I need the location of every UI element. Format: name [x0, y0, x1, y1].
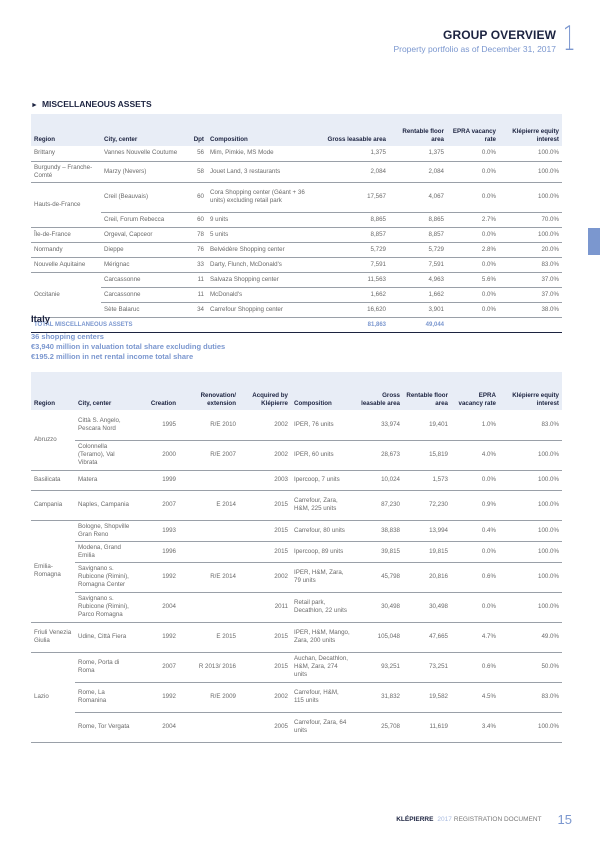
chapter-side-tab: [588, 228, 600, 255]
table-row: [31, 182, 562, 212]
table-row: [31, 562, 562, 592]
cell-city: Creil (Beauvais): [101, 182, 181, 212]
italy-stat-centers: 36 shopping centers: [31, 332, 104, 341]
cell-city: Vannes Nouvelle Coutume: [101, 146, 181, 161]
table-row: [31, 287, 562, 302]
cell-renovation: R/E 2014: [179, 562, 239, 592]
table-row: [31, 520, 562, 541]
cell-rfa: 8,865: [389, 212, 447, 227]
cell-creation: 1993: [137, 520, 179, 541]
misc-assets-table: [31, 114, 562, 333]
cell-composition: Salvaza Shopping center: [207, 272, 317, 287]
col-header-composition: Composition: [294, 400, 332, 407]
italy-stat-rental-income: €195.2 million in net rental income total share: [31, 352, 194, 361]
cell-composition: Auchan, Decathlon, H&M, Zara, 274 units: [291, 652, 353, 682]
total-label: TOTAL MISCELLANEOUS ASSETS: [31, 317, 317, 332]
cell-creation: 2007: [137, 490, 179, 520]
cell-rfa: 3,901: [389, 302, 447, 317]
cell-acquired: 2015: [239, 622, 291, 652]
cell-city: Rome, Tor Vergata: [75, 712, 137, 742]
cell-equity: 83.0%: [499, 682, 562, 712]
table-row: [31, 161, 562, 182]
total-row: [31, 317, 562, 332]
cell-equity: 83.0%: [499, 257, 562, 272]
cell-equity: 100.0%: [499, 470, 562, 490]
cell-vacancy: 3.4%: [451, 712, 499, 742]
cell-equity: 100.0%: [499, 182, 562, 212]
italy-title: Italy: [31, 314, 51, 325]
cell-dpt: 56: [181, 146, 207, 161]
cell-acquired: 2003: [239, 470, 291, 490]
col-header-acquired: Acquired by Klépierre: [252, 392, 288, 407]
footer-brand: KLÉPIERRE: [396, 816, 434, 823]
cell-gla: 8,865: [317, 212, 389, 227]
cell-region: Abruzzo: [31, 410, 75, 470]
cell-dpt: 78: [181, 227, 207, 242]
cell-vacancy: 0.0%: [447, 161, 499, 182]
cell-creation: 2000: [137, 440, 179, 470]
table-row: [31, 652, 562, 682]
table-row: [31, 272, 562, 287]
italy-assets-table: [31, 372, 562, 743]
cell-renovation: [179, 592, 239, 622]
cell-city: Sète Balaruc: [101, 302, 181, 317]
cell-equity: 70.0%: [499, 212, 562, 227]
cell-renovation: E 2014: [179, 490, 239, 520]
cell-composition: 5 units: [207, 227, 317, 242]
cell-gla: 10,024: [353, 470, 403, 490]
italy-stat-valuation: €3,940 million in valuation total share excluding duties: [31, 342, 226, 351]
cell-equity: 38.0%: [499, 302, 562, 317]
cell-rfa: 73,251: [403, 652, 451, 682]
cell-acquired: 2011: [239, 592, 291, 622]
cell-equity: 83.0%: [499, 410, 562, 440]
cell-rfa: 47,665: [403, 622, 451, 652]
cell-rfa: 30,498: [403, 592, 451, 622]
cell-equity: 100.0%: [499, 490, 562, 520]
cell-acquired: 2002: [239, 562, 291, 592]
col-header-city: City, center: [104, 136, 138, 143]
cell-vacancy: 0.0%: [447, 227, 499, 242]
cell-dpt: 33: [181, 257, 207, 272]
cell-equity: 20.0%: [499, 242, 562, 257]
cell-vacancy: 2.8%: [447, 242, 499, 257]
cell-city: Udine, Città Fiera: [75, 622, 137, 652]
cell-region: Campania: [31, 490, 75, 520]
cell-renovation: R/E 2007: [179, 440, 239, 470]
cell-gla: 33,974: [353, 410, 403, 440]
table-row: [31, 541, 562, 562]
cell-region: Île-de-France: [31, 227, 101, 242]
cell-equity: 100.0%: [499, 592, 562, 622]
table-row: [31, 682, 562, 712]
cell-vacancy: 4.5%: [451, 682, 499, 712]
table-row: [31, 592, 562, 622]
cell-creation: 2004: [137, 712, 179, 742]
cell-composition: McDonald's: [207, 287, 317, 302]
col-header-vacancy: EPRA vacancy rate: [452, 128, 496, 143]
cell-region: Nouvelle Aquitaine: [31, 257, 101, 272]
col-header-region: Region: [34, 136, 55, 143]
total-gla: 81,863: [317, 317, 389, 332]
cell-composition: Ipercoop, 7 units: [291, 470, 353, 490]
cell-gla: 1,375: [317, 146, 389, 161]
cell-vacancy: 0.0%: [447, 146, 499, 161]
total-empty: [499, 317, 562, 332]
col-header-gla: Gross leasable area: [361, 392, 400, 407]
cell-composition: Carrefour, Zara, H&M, 225 units: [291, 490, 353, 520]
cell-region: Lazio: [31, 652, 75, 742]
chapter-subtitle: Property portfolio as of December 31, 2017: [393, 44, 556, 54]
cell-renovation: [179, 712, 239, 742]
cell-composition: IPER, H&M, Zara, 79 units: [291, 562, 353, 592]
cell-creation: 2007: [137, 652, 179, 682]
cell-dpt: 76: [181, 242, 207, 257]
cell-city: Carcassonne: [101, 287, 181, 302]
cell-vacancy: 4.7%: [451, 622, 499, 652]
cell-acquired: 2015: [239, 520, 291, 541]
cell-gla: 16,620: [317, 302, 389, 317]
cell-dpt: 60: [181, 182, 207, 212]
table-row: [31, 257, 562, 272]
cell-creation: 1992: [137, 682, 179, 712]
cell-gla: 5,729: [317, 242, 389, 257]
cell-city: Matera: [75, 470, 137, 490]
cell-vacancy: 0.0%: [447, 182, 499, 212]
cell-vacancy: 5.6%: [447, 272, 499, 287]
cell-region: Emilia-Romagna: [31, 520, 75, 622]
cell-renovation: [179, 470, 239, 490]
table-row: [31, 712, 562, 742]
cell-rfa: 19,582: [403, 682, 451, 712]
cell-gla: 17,567: [317, 182, 389, 212]
cell-equity: 100.0%: [499, 440, 562, 470]
col-header-rfa: Rentable floor area: [402, 128, 444, 143]
cell-rfa: 19,401: [403, 410, 451, 440]
col-header-rfa: Rentable floor area: [406, 392, 448, 407]
cell-rfa: 2,084: [389, 161, 447, 182]
cell-composition: Carrefour Shopping center: [207, 302, 317, 317]
cell-vacancy: 0.0%: [447, 302, 499, 317]
cell-gla: 93,251: [353, 652, 403, 682]
cell-rfa: 8,857: [389, 227, 447, 242]
cell-dpt: 60: [181, 212, 207, 227]
cell-city: Mérignac: [101, 257, 181, 272]
cell-rfa: 4,963: [389, 272, 447, 287]
cell-vacancy: 4.0%: [451, 440, 499, 470]
cell-city: Dieppe: [101, 242, 181, 257]
cell-city: Bologne, Shopville Gran Reno: [75, 520, 137, 541]
page-header: [393, 19, 576, 59]
cell-renovation: [179, 541, 239, 562]
cell-creation: 1992: [137, 562, 179, 592]
cell-city: Rome, Porta di Roma: [75, 652, 137, 682]
cell-dpt: 11: [181, 272, 207, 287]
cell-composition: IPER, 76 units: [291, 410, 353, 440]
cell-renovation: R 2013/ 2016: [179, 652, 239, 682]
cell-gla: 38,838: [353, 520, 403, 541]
cell-gla: 30,498: [353, 592, 403, 622]
table-row: [31, 490, 562, 520]
cell-gla: 45,798: [353, 562, 403, 592]
total-empty: [447, 317, 499, 332]
cell-city: Modena, Grand Emilia: [75, 541, 137, 562]
cell-rfa: 13,994: [403, 520, 451, 541]
cell-creation: 1999: [137, 470, 179, 490]
col-header-dpt: Dpt: [193, 136, 204, 143]
cell-region: Brittany: [31, 146, 101, 161]
table-row: [31, 440, 562, 470]
cell-gla: 8,857: [317, 227, 389, 242]
cell-region: Normandy: [31, 242, 101, 257]
cell-composition: 9 units: [207, 212, 317, 227]
table-row: [31, 622, 562, 652]
italy-stats: [31, 332, 225, 362]
cell-vacancy: 0.4%: [451, 520, 499, 541]
cell-acquired: 2015: [239, 541, 291, 562]
cell-creation: 1992: [137, 622, 179, 652]
cell-renovation: R/E 2010: [179, 410, 239, 440]
cell-rfa: 11,619: [403, 712, 451, 742]
cell-composition: Ipercoop, 89 units: [291, 541, 353, 562]
cell-gla: 31,832: [353, 682, 403, 712]
cell-composition: Retail park, Decathlon, 22 units: [291, 592, 353, 622]
table-row: [31, 410, 562, 440]
cell-renovation: E 2015: [179, 622, 239, 652]
cell-gla: 11,563: [317, 272, 389, 287]
cell-dpt: 11: [181, 287, 207, 302]
cell-region: Hauts-de-France: [31, 182, 101, 227]
cell-composition: Jouet Land, 3 restaurants: [207, 161, 317, 182]
col-header-city: City, center: [78, 400, 112, 407]
cell-vacancy: 0.6%: [451, 562, 499, 592]
col-header-renovation: Renovation/ extension: [200, 392, 236, 407]
cell-rfa: 7,591: [389, 257, 447, 272]
cell-acquired: 2002: [239, 682, 291, 712]
cell-region: Basilicata: [31, 470, 75, 490]
cell-rfa: 1,662: [389, 287, 447, 302]
cell-vacancy: 0.6%: [451, 652, 499, 682]
cell-city: Colonnella (Teramo), Val Vibrata: [75, 440, 137, 470]
cell-equity: 100.0%: [499, 541, 562, 562]
misc-section-title-text: MISCELLANEOUS ASSETS: [41, 99, 152, 109]
cell-composition: Cora Shopping center (Géant + 36 units) excluding retail park: [207, 182, 317, 212]
cell-city: Creil, Forum Rebecca: [101, 212, 181, 227]
cell-gla: 2,084: [317, 161, 389, 182]
cell-composition: IPER, 60 units: [291, 440, 353, 470]
cell-gla: 28,673: [353, 440, 403, 470]
chapter-title: GROUP OVERVIEW: [443, 28, 556, 42]
cell-city: Savignano s. Rubicone (Rimini), Romagna Center: [75, 562, 137, 592]
cell-composition: Carrefour, 80 units: [291, 520, 353, 541]
total-rfa: 49,044: [389, 317, 447, 332]
cell-gla: 1,662: [317, 287, 389, 302]
cell-composition: Darty, Flunch, McDonald's: [207, 257, 317, 272]
cell-equity: 49.0%: [499, 622, 562, 652]
cell-rfa: 20,816: [403, 562, 451, 592]
triangle-bullet-icon: ►: [31, 102, 38, 109]
table-header-row: [31, 372, 562, 410]
cell-dpt: 34: [181, 302, 207, 317]
cell-rfa: 1,375: [389, 146, 447, 161]
cell-city: Carcassonne: [101, 272, 181, 287]
misc-section-title: [31, 99, 152, 109]
cell-vacancy: 0.0%: [451, 592, 499, 622]
col-header-composition: Composition: [210, 136, 248, 143]
cell-equity: 100.0%: [499, 161, 562, 182]
cell-acquired: 2002: [239, 440, 291, 470]
cell-acquired: 2002: [239, 410, 291, 440]
page-number: 15: [557, 812, 572, 827]
col-header-equity: Klépierre equity interest: [512, 128, 559, 143]
cell-rfa: 72,230: [403, 490, 451, 520]
cell-composition: Mim, Pimkie, MS Mode: [207, 146, 317, 161]
cell-renovation: [179, 520, 239, 541]
cell-equity: 50.0%: [499, 652, 562, 682]
cell-city: Orgeval, Capceor: [101, 227, 181, 242]
cell-renovation: R/E 2009: [179, 682, 239, 712]
cell-city: Marzy (Nevers): [101, 161, 181, 182]
cell-equity: 100.0%: [499, 227, 562, 242]
table-row: [31, 302, 562, 317]
cell-equity: 100.0%: [499, 562, 562, 592]
cell-city: Naples, Campania: [75, 490, 137, 520]
cell-creation: 1996: [137, 541, 179, 562]
page-footer: [396, 812, 572, 827]
cell-vacancy: 0.9%: [451, 490, 499, 520]
cell-rfa: 19,815: [403, 541, 451, 562]
cell-gla: 105,048: [353, 622, 403, 652]
col-header-equity: Klépierre equity interest: [512, 392, 559, 407]
cell-rfa: 4,067: [389, 182, 447, 212]
table-row: [31, 470, 562, 490]
footer-year: 2017: [437, 816, 452, 823]
cell-city: Rome, La Romanina: [75, 682, 137, 712]
cell-city: Città S. Angelo, Pescara Nord: [75, 410, 137, 440]
cell-composition: IPER, H&M, Mango, Zara, 200 units: [291, 622, 353, 652]
cell-rfa: 5,729: [389, 242, 447, 257]
cell-rfa: 1,573: [403, 470, 451, 490]
cell-gla: 7,591: [317, 257, 389, 272]
cell-equity: 100.0%: [499, 712, 562, 742]
chapter-number: 1: [562, 19, 576, 59]
cell-acquired: 2005: [239, 712, 291, 742]
cell-dpt: 58: [181, 161, 207, 182]
cell-acquired: 2015: [239, 490, 291, 520]
table-row: [31, 212, 562, 227]
cell-composition: Belvédère Shopping center: [207, 242, 317, 257]
cell-region: Friuli Venezia Giulia: [31, 622, 75, 652]
cell-gla: 39,815: [353, 541, 403, 562]
cell-acquired: 2015: [239, 652, 291, 682]
cell-vacancy: 0.0%: [447, 257, 499, 272]
cell-gla: 25,708: [353, 712, 403, 742]
cell-region: Occitanie: [31, 272, 101, 317]
cell-creation: 2004: [137, 592, 179, 622]
table-row: [31, 146, 562, 161]
cell-vacancy: 0.0%: [451, 470, 499, 490]
cell-creation: 1995: [137, 410, 179, 440]
cell-gla: 87,230: [353, 490, 403, 520]
cell-composition: Carrefour, Zara, 64 units: [291, 712, 353, 742]
col-header-creation: Creation: [150, 400, 176, 407]
col-header-region: Region: [34, 400, 55, 407]
cell-equity: 100.0%: [499, 146, 562, 161]
footer-doc-title: REGISTRATION DOCUMENT: [453, 816, 542, 823]
col-header-vacancy: EPRA vacancy rate: [458, 392, 496, 407]
cell-composition: Carrefour, H&M, 115 units: [291, 682, 353, 712]
col-header-gla: Gross leasable area: [327, 136, 386, 143]
table-row: [31, 227, 562, 242]
cell-equity: 37.0%: [499, 272, 562, 287]
cell-vacancy: 1.0%: [451, 410, 499, 440]
cell-city: Savignano s. Rubicone (Rimini), Parco Romagna: [75, 592, 137, 622]
table-header-row: [31, 114, 562, 146]
cell-equity: 100.0%: [499, 520, 562, 541]
cell-vacancy: 2.7%: [447, 212, 499, 227]
table-row: [31, 242, 562, 257]
cell-vacancy: 0.0%: [447, 287, 499, 302]
cell-rfa: 15,819: [403, 440, 451, 470]
cell-equity: 37.0%: [499, 287, 562, 302]
cell-vacancy: 0.0%: [451, 541, 499, 562]
cell-region: Burgundy – Franche-Comté: [31, 161, 101, 182]
